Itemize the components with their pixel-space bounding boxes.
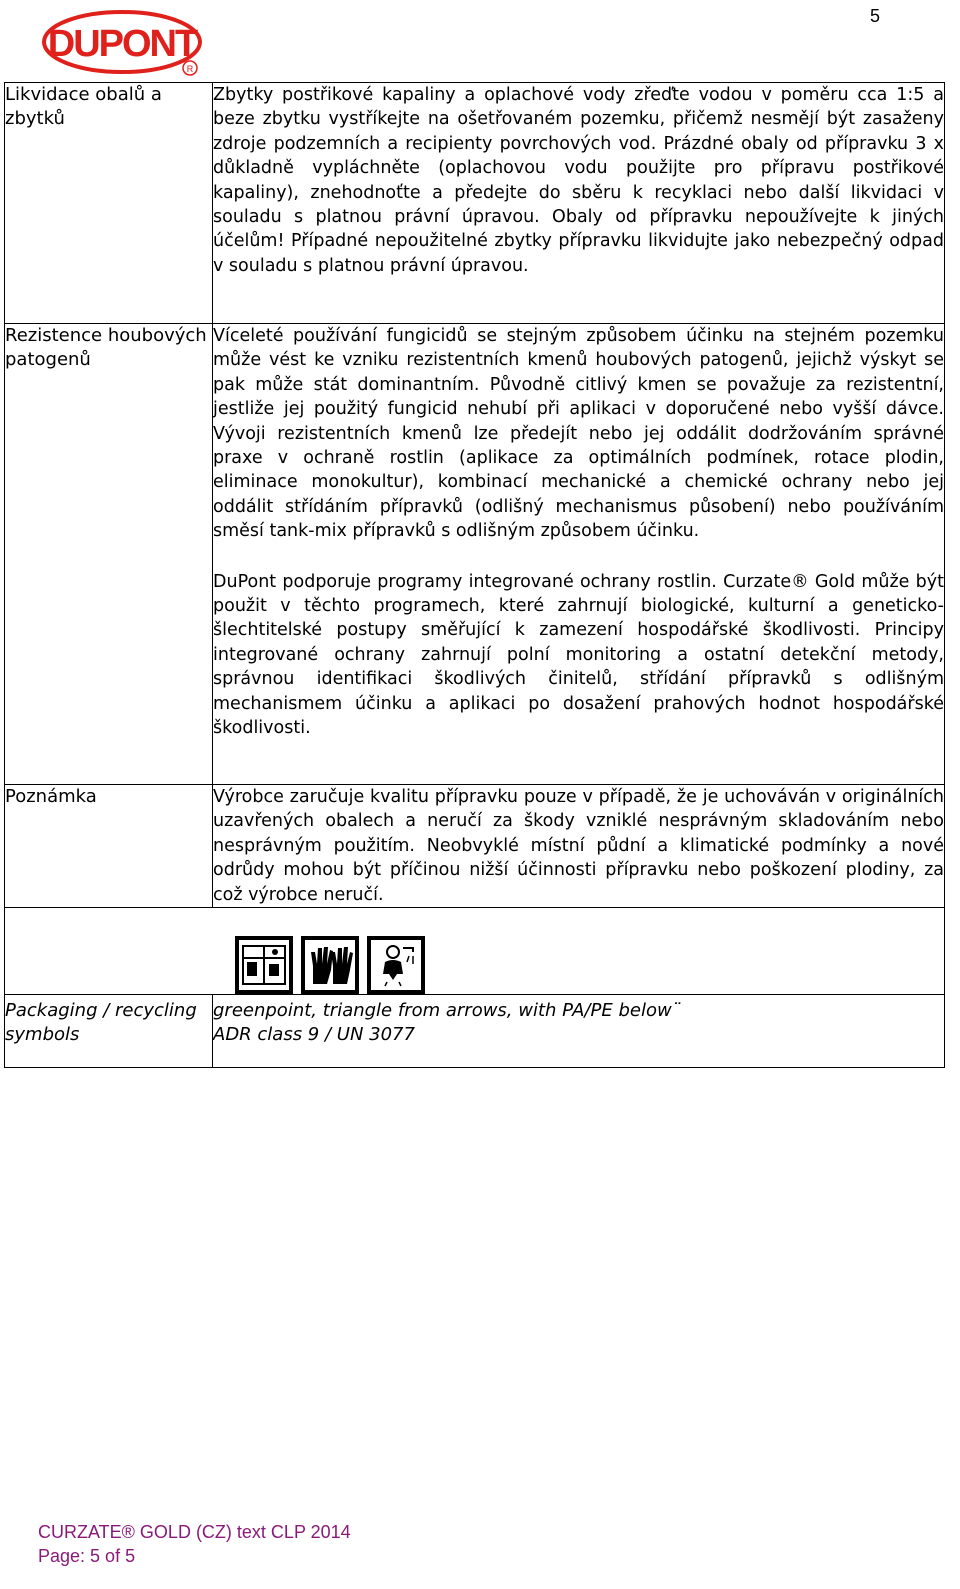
integrated-protection-text: DuPont podporuje programy integrované ochrany rostlin. Curzate® Gold může být použit v těchto programech, které zahrnují biologické, kulturní a geneticko-šlechtitelské postupy směřující k zamezení hospodářské škodlivosti. Principy integrované ochrany zahrnují polní monitoring a ostatní detekční metody, správnou identifikaci škodlivých činitelů, střídání přípravků s odlišným mechanismem účinku a aplikaci po dosažení prahových hodnot hospodářské škodlivosti.: [213, 571, 944, 739]
table-row: [5, 83, 945, 324]
pictogram-group: [235, 936, 944, 994]
row-label-note: Poznámka: [5, 785, 213, 908]
page-number: 5: [870, 6, 881, 26]
disposal-text: Zbytky postřikové kapaliny a oplachové vody zřeďte vodou v poměru cca 1:5 a beze zbytku vystříkejte na ošetřovaném pozemku, přičemž nesmějí být zasaženy zdroje podzemních a recipienty povrchových vod. Prázdné obaly od přípravku 3 x důkladně vypláchněte (oplachovou vodu použijte pro přípravu postřikové kapaliny), znehodnoťte a předejte do sběru k recyklaci nebo další likvidaci v souladu s platnou právní úpravou. Obaly od přípravku nepoužívejte k jiných účelům! Případné nepoužitelné zbytky přípravku likvidujte jako nebezpečný odpad v souladu s platnou právní úpravou.: [213, 85, 944, 276]
row-content-resistance: [213, 324, 945, 785]
table-row: [5, 908, 945, 995]
row-content-packaging: [213, 995, 945, 1068]
table-row: [5, 324, 945, 785]
row-content-disposal: [213, 83, 945, 324]
table-row: [5, 785, 945, 908]
table-row: [5, 995, 945, 1068]
resistance-text: Víceleté používání fungicidů se stejným způsobem účinku na stejném pozemku může vést ke vzniku rezistentních kmenů houbových patogenů, jejichž výskyt se pak může stát dominantním. Původně citlivý kmen se považuje za rezistentní, jestliže jej použitý fungicid nehubí při aplikaci v doporučené nebo vyšší dávce. Vývoji rezistentních kmenů lze předejít nebo jej oddálit dodržováním správné praxe v ochraně rostlin (aplikace za optimálních podmínek, rotace plodin, eliminace monokultur), kombinací mechanické a chemické ochrany nebo jej oddálit střídáním přípravků (odlišný mechanismus působení) nebo používáním směsí tank-mix přípravků s odlišným způsobem účinku.: [213, 326, 944, 542]
svg-text:R: R: [186, 64, 194, 74]
document-footer: [38, 1520, 351, 1568]
note-text: Výrobce zaručuje kvalitu přípravku pouze v případě, že je uchováván v originálních uzavřených obalech a neručí za škody vzniklé nesprávným skladováním nebo nesprávným použitím. Neobvyklé místní půdní a klimatické podmínky a nové odrůdy mohou být příčinou nižší účinnosti přípravku nebo poškození plodiny, za což výrobce neručí.: [213, 787, 944, 905]
row-label-disposal: Likvidace obalů a zbytků: [5, 83, 213, 324]
dupont-logo: [42, 6, 206, 78]
store-locked-away-icon: [235, 936, 293, 994]
packaging-line-1: greenpoint, triangle from arrows, with PA/PE below¨: [213, 1000, 681, 1022]
logo-text: DUPONT: [47, 23, 197, 65]
product-info-table: [4, 82, 945, 1068]
row-label-resistance: Rezistence houbových patogenů: [5, 324, 213, 785]
row-content-note: [213, 785, 945, 908]
footer-page-indicator: Page: 5 of 5: [38, 1546, 136, 1566]
packaging-line-2: ADR class 9 / UN 3077: [213, 1024, 415, 1046]
footer-title: CURZATE® GOLD (CZ) text CLP 2014: [38, 1522, 351, 1542]
wear-gloves-icon: [301, 936, 359, 994]
wash-after-use-icon: [367, 936, 425, 994]
row-label-packaging: Packaging / recycling symbols: [5, 995, 213, 1068]
pictograms-cell: [5, 908, 945, 995]
